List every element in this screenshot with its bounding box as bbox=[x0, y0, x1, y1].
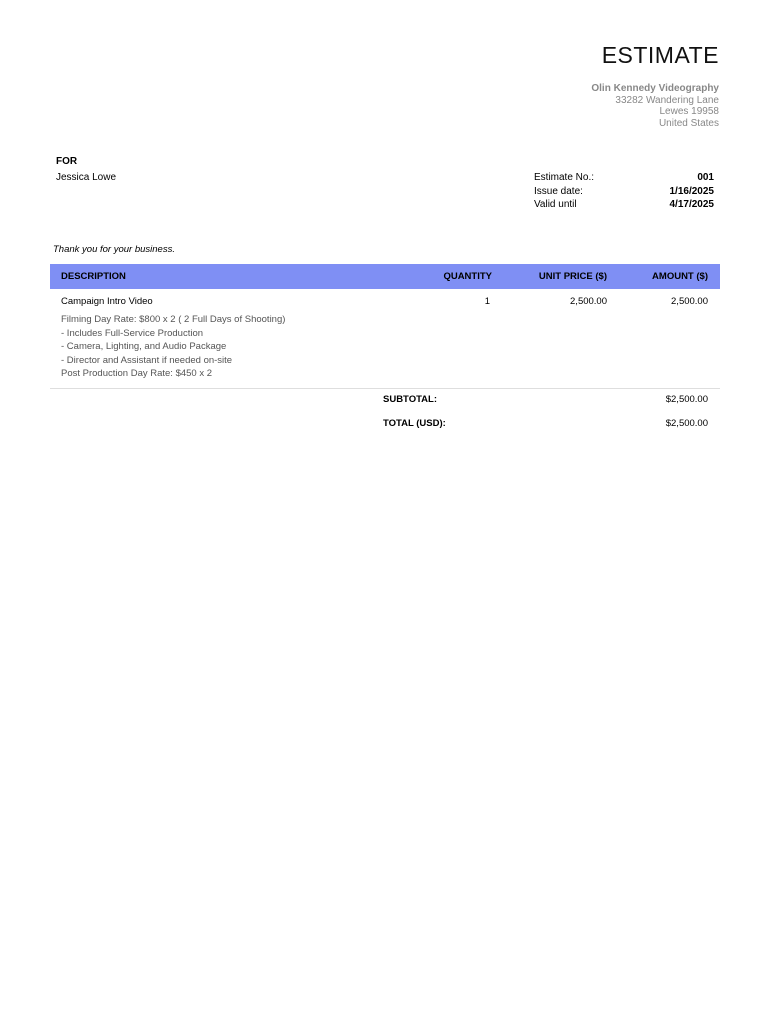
item-unit-price: 2,500.00 bbox=[570, 296, 607, 307]
meta-row-estimate-no bbox=[534, 171, 714, 185]
subtotal-row bbox=[383, 394, 708, 418]
item-note-line: Post Production Day Rate: $450 x 2 bbox=[61, 368, 213, 380]
item-notes bbox=[50, 307, 720, 389]
valid-until-value: 4/17/2025 bbox=[669, 199, 714, 210]
subtotal-label: SUBTOTAL: bbox=[383, 394, 438, 405]
totals-block bbox=[383, 394, 708, 442]
total-value: $2,500.00 bbox=[665, 418, 708, 429]
header-description: DESCRIPTION bbox=[61, 271, 126, 282]
meta-row-valid-until bbox=[534, 198, 714, 212]
estimate-meta bbox=[534, 171, 714, 212]
thank-you-note: Thank you for your business. bbox=[53, 244, 175, 255]
item-note-line: - Camera, Lighting, and Audio Package bbox=[61, 341, 227, 353]
header-unit-price: UNIT PRICE ($) bbox=[538, 271, 607, 282]
total-row bbox=[383, 418, 708, 442]
valid-until-label: Valid until bbox=[534, 199, 577, 210]
meta-row-issue-date bbox=[534, 185, 714, 199]
document-title: ESTIMATE bbox=[601, 42, 719, 68]
table-row bbox=[50, 289, 720, 389]
estimate-no-label: Estimate No.: bbox=[534, 172, 595, 183]
company-country: United States bbox=[658, 117, 719, 129]
line-items-table bbox=[50, 264, 720, 389]
issue-date-label: Issue date: bbox=[534, 185, 583, 197]
item-note-line: Filming Day Rate: $800 x 2 ( 2 Full Days of Shooting) bbox=[61, 314, 286, 325]
item-description: Campaign Intro Video bbox=[61, 296, 153, 307]
subtotal-value: $2,500.00 bbox=[665, 394, 708, 405]
item-amount: 2,500.00 bbox=[671, 296, 708, 307]
company-address-line1: 33282 Wandering Lane bbox=[615, 94, 719, 106]
bill-to-label: FOR bbox=[56, 156, 78, 167]
issue-date-value: 1/16/2025 bbox=[669, 185, 714, 197]
item-main-line bbox=[50, 289, 720, 307]
bill-to-block bbox=[56, 156, 116, 184]
table-header bbox=[50, 264, 720, 289]
company-block bbox=[591, 83, 719, 129]
client-name: Jessica Lowe bbox=[56, 172, 117, 183]
total-label: TOTAL (USD): bbox=[383, 418, 446, 429]
estimate-no-value: 001 bbox=[697, 172, 714, 183]
item-quantity: 1 bbox=[484, 296, 490, 307]
header-amount: AMOUNT ($) bbox=[652, 271, 708, 282]
company-address-line2: Lewes 19958 bbox=[659, 106, 719, 117]
item-note-line: - Director and Assistant if needed on-site bbox=[61, 354, 233, 366]
item-note-line: - Includes Full-Service Production bbox=[61, 327, 204, 339]
header-quantity: QUANTITY bbox=[443, 271, 492, 282]
company-name: Olin Kennedy Videography bbox=[591, 83, 719, 94]
